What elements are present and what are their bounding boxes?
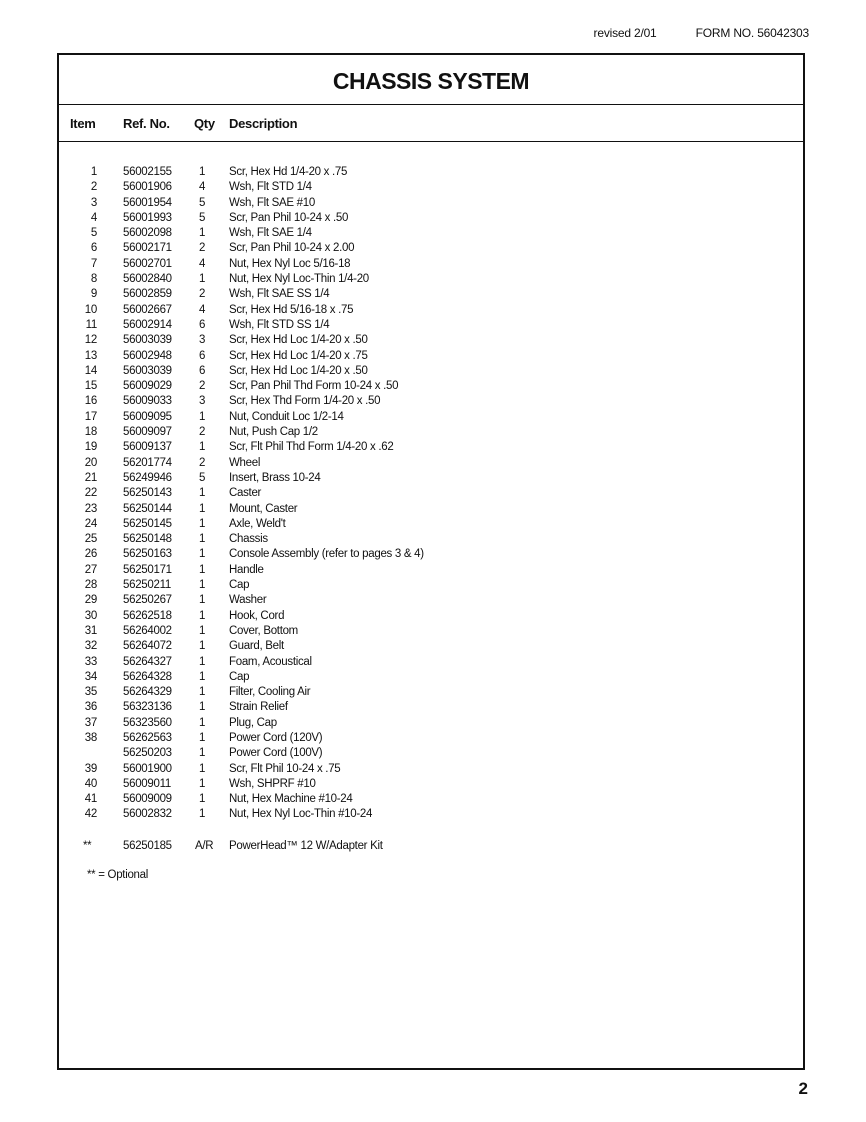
part-qty: 2: [198, 242, 206, 255]
table-row: [59, 349, 803, 364]
part-item: 10: [84, 303, 97, 316]
part-ref-no: 56009095: [123, 410, 172, 423]
part-description: Guard, Belt: [229, 640, 284, 653]
page-top-line: [594, 26, 809, 40]
part-ref-no: 56323560: [123, 716, 172, 729]
part-description: Wsh, Flt STD SS 1/4: [229, 318, 330, 331]
kit-item: **: [83, 839, 92, 852]
part-description: Caster: [229, 487, 262, 500]
table-row: [59, 532, 803, 547]
part-description: Scr, Hex Hd Loc 1/4-20 x .50: [229, 334, 368, 347]
part-ref-no: 56250144: [123, 502, 172, 515]
table-row: [59, 364, 803, 379]
parts-list-frame: [57, 53, 805, 1070]
part-description: Nut, Hex Nyl Loc 5/16-18: [229, 257, 351, 270]
table-row: [59, 241, 803, 256]
part-description: Scr, Pan Phil 10-24 x 2.00: [229, 242, 355, 255]
part-qty: 1: [198, 273, 206, 286]
table-row: [59, 272, 803, 287]
part-item: 19: [84, 441, 97, 454]
part-ref-no: 56002948: [123, 349, 172, 362]
part-ref-no: 56264329: [123, 686, 172, 699]
part-qty: 1: [198, 533, 206, 546]
form-number: FORM NO. 56042303: [695, 26, 809, 40]
part-ref-no: 56002667: [123, 303, 172, 316]
part-qty: 1: [198, 624, 206, 637]
part-item: 12: [84, 334, 97, 347]
part-qty: 1: [198, 701, 206, 714]
table-row: [59, 762, 803, 777]
part-item: 17: [84, 410, 97, 423]
table-row: [59, 257, 803, 272]
table-row: [59, 502, 803, 517]
part-ref-no: 56009033: [123, 395, 172, 408]
table-row: [59, 655, 803, 670]
part-item: 16: [84, 395, 97, 408]
part-qty: 1: [198, 655, 206, 668]
table-row: [59, 333, 803, 348]
table-row: [59, 394, 803, 409]
part-item: 40: [84, 777, 97, 790]
part-description: Plug, Cap: [229, 716, 277, 729]
part-ref-no: 56250145: [123, 517, 172, 530]
part-qty: 1: [198, 548, 206, 561]
part-ref-no: 56002914: [123, 318, 172, 331]
part-description: Power Cord (120V): [229, 731, 323, 744]
kit-ref: 56250185: [123, 839, 172, 852]
part-item: 33: [84, 655, 97, 668]
part-qty: 1: [198, 686, 206, 699]
part-ref-no: 56250163: [123, 548, 172, 561]
part-ref-no: 56264072: [123, 640, 172, 653]
part-description: Scr, Hex Thd Form 1/4-20 x .50: [229, 395, 381, 408]
part-item: 25: [84, 533, 97, 546]
part-ref-no: 56002840: [123, 273, 172, 286]
part-qty: 5: [198, 196, 206, 209]
part-description: Filter, Cooling Air: [229, 686, 311, 699]
part-item: 13: [84, 349, 97, 362]
table-row: [59, 471, 803, 486]
table-row: [59, 807, 803, 822]
part-item: 14: [84, 364, 97, 377]
part-qty: 1: [198, 808, 206, 821]
part-item: 38: [84, 731, 97, 744]
kit-description: PowerHead™ 12 W/Adapter Kit: [229, 839, 383, 852]
part-description: Wsh, Flt SAE 1/4: [229, 227, 312, 240]
part-ref-no: 56009009: [123, 793, 172, 806]
part-ref-no: 56250203: [123, 747, 172, 760]
table-row: [59, 410, 803, 425]
part-item: 18: [84, 426, 97, 439]
kit-row: [59, 839, 803, 854]
part-description: Nut, Push Cap 1/2: [229, 426, 318, 439]
header-ref-no: Ref. No.: [123, 116, 170, 131]
part-item: 28: [84, 579, 97, 592]
table-row: [59, 456, 803, 471]
part-description: Washer: [229, 594, 267, 607]
part-ref-no: 56001900: [123, 762, 172, 775]
table-row: [59, 318, 803, 333]
header-description: Description: [229, 116, 298, 131]
part-qty: 1: [198, 563, 206, 576]
part-ref-no: 56002155: [123, 166, 172, 178]
part-ref-no: 56002171: [123, 242, 172, 255]
part-item: 27: [84, 563, 97, 576]
part-ref-no: 56002832: [123, 808, 172, 821]
part-qty: 4: [198, 181, 206, 194]
header-qty: Qty: [194, 116, 215, 131]
page-number: 2: [798, 1079, 808, 1098]
table-row: [59, 517, 803, 532]
table-row: [59, 670, 803, 685]
part-ref-no: 56249946: [123, 471, 172, 484]
part-item: 30: [84, 609, 97, 622]
part-description: Scr, Hex Hd Loc 1/4-20 x .75: [229, 349, 368, 362]
part-qty: 4: [198, 257, 206, 270]
part-item: 22: [84, 487, 97, 500]
part-item: 29: [84, 594, 97, 607]
table-row: [59, 287, 803, 302]
table-row: [59, 685, 803, 700]
part-description: Strain Relief: [229, 701, 288, 714]
part-item: 8: [90, 273, 97, 286]
part-item: 37: [84, 716, 97, 729]
table-row: [59, 165, 803, 180]
part-ref-no: 56264327: [123, 655, 172, 668]
part-item: 42: [84, 808, 97, 821]
part-ref-no: 56262563: [123, 731, 172, 744]
part-ref-no: 56250171: [123, 563, 172, 576]
part-item: 41: [84, 793, 97, 806]
part-qty: 1: [198, 227, 206, 240]
header-item: Item: [70, 116, 96, 131]
part-qty: 1: [198, 594, 206, 607]
part-description: Nut, Hex Machine #10-24: [229, 793, 353, 806]
part-qty: 5: [198, 471, 206, 484]
part-qty: 5: [198, 211, 206, 224]
part-item: 24: [84, 517, 97, 530]
part-ref-no: 56002098: [123, 227, 172, 240]
part-item: 35: [84, 686, 97, 699]
table-row: [59, 716, 803, 731]
part-qty: 1: [198, 502, 206, 515]
part-item: 21: [84, 471, 97, 484]
table-row: [59, 211, 803, 226]
part-item: 26: [84, 548, 97, 561]
part-qty: 1: [198, 762, 206, 775]
table-row: [59, 624, 803, 639]
part-qty: 1: [198, 777, 206, 790]
part-qty: 3: [198, 334, 206, 347]
table-row: [59, 180, 803, 195]
part-item: 20: [84, 456, 97, 469]
part-item: 4: [90, 211, 97, 224]
part-description: Wheel: [229, 456, 261, 469]
part-description: Scr, Hex Hd 1/4-20 x .75: [229, 166, 348, 178]
part-item: 9: [90, 288, 97, 301]
kit-qty: A/R: [195, 839, 214, 852]
part-description: Insert, Brass 10-24: [229, 471, 321, 484]
table-row: [59, 609, 803, 624]
table-row: [59, 486, 803, 501]
table-row: [59, 196, 803, 211]
part-ref-no: 56009029: [123, 380, 172, 393]
part-item: 7: [90, 257, 97, 270]
part-ref-no: 56001993: [123, 211, 172, 224]
part-qty: 6: [198, 349, 206, 362]
part-qty: 1: [198, 579, 206, 592]
part-ref-no: 56250211: [123, 579, 171, 592]
part-qty: 1: [198, 166, 206, 178]
table-row: [59, 700, 803, 715]
part-description: Cap: [229, 579, 250, 592]
table-row: [59, 777, 803, 792]
part-description: Cap: [229, 670, 250, 683]
table-row: [59, 639, 803, 654]
part-item: 2: [90, 181, 97, 194]
part-qty: 1: [198, 731, 206, 744]
part-qty: 4: [198, 303, 206, 316]
part-ref-no: 56003039: [123, 364, 172, 377]
part-item: 31: [84, 624, 97, 637]
part-item: 6: [90, 242, 97, 255]
part-qty: 1: [198, 517, 206, 530]
revision-date: revised 2/01: [593, 26, 657, 40]
part-ref-no: 56250148: [123, 533, 172, 546]
table-row: [59, 578, 803, 593]
part-description: Scr, Pan Phil Thd Form 10-24 x .50: [229, 380, 399, 393]
part-item: 11: [85, 318, 97, 331]
part-description: Scr, Pan Phil 10-24 x .50: [229, 211, 349, 224]
table-row: [59, 379, 803, 394]
part-ref-no: 56262518: [123, 609, 172, 622]
part-description: Chassis: [229, 533, 268, 546]
part-qty: 2: [198, 456, 206, 469]
table-row: [59, 303, 803, 318]
part-qty: 1: [198, 793, 206, 806]
part-description: Foam, Acoustical: [229, 655, 312, 668]
page-title: CHASSIS SYSTEM: [59, 55, 803, 105]
part-ref-no: 56323136: [123, 701, 172, 714]
part-description: Wsh, SHPRF #10: [229, 777, 316, 790]
part-qty: 1: [198, 716, 206, 729]
part-description: Hook, Cord: [229, 609, 285, 622]
part-qty: 2: [198, 288, 206, 301]
part-qty: 1: [198, 640, 206, 653]
part-ref-no: 56201774: [123, 456, 172, 469]
part-ref-no: 56001954: [123, 196, 172, 209]
part-qty: 1: [198, 609, 206, 622]
part-item: 34: [84, 670, 97, 683]
table-header: [59, 105, 803, 142]
part-qty: 1: [198, 747, 206, 760]
part-description: Power Cord (100V): [229, 747, 323, 760]
table-row: [59, 226, 803, 241]
part-ref-no: 56009011: [123, 777, 171, 790]
part-ref-no: 56264328: [123, 670, 172, 683]
part-description: Handle: [229, 563, 264, 576]
table-row: [59, 563, 803, 578]
part-qty: 1: [198, 487, 206, 500]
table-row: [59, 746, 803, 761]
part-item: 5: [90, 227, 97, 240]
part-ref-no: 56264002: [123, 624, 172, 637]
part-item: 3: [90, 196, 97, 209]
table-row: [59, 792, 803, 807]
part-qty: 6: [198, 364, 206, 377]
part-qty: 2: [198, 380, 206, 393]
table-row: [59, 593, 803, 608]
part-description: Scr, Hex Hd 5/16-18 x .75: [229, 303, 354, 316]
part-description: Console Assembly (refer to pages 3 & 4): [229, 548, 424, 561]
part-description: Cover, Bottom: [229, 624, 298, 637]
part-description: Scr, Hex Hd Loc 1/4-20 x .50: [229, 364, 368, 377]
part-description: Scr, Flt Phil Thd Form 1/4-20 x .62: [229, 441, 394, 454]
part-item: 32: [84, 640, 97, 653]
part-ref-no: 56001906: [123, 181, 172, 194]
part-ref-no: 56250267: [123, 594, 172, 607]
part-item: 1: [90, 166, 97, 178]
part-item: 23: [84, 502, 97, 515]
table-row: [59, 547, 803, 562]
part-description: Nut, Conduit Loc 1/2-14: [229, 410, 344, 423]
part-item: 15: [84, 380, 97, 393]
part-description: Mount, Caster: [229, 502, 298, 515]
part-description: Wsh, Flt STD 1/4: [229, 181, 312, 194]
part-qty: 1: [198, 441, 206, 454]
table-row: [59, 731, 803, 746]
table-row: [59, 425, 803, 440]
part-description: Axle, Weld't: [229, 517, 286, 530]
part-qty: 1: [198, 670, 206, 683]
parts-table-body: [59, 142, 803, 823]
part-ref-no: 56009097: [123, 426, 172, 439]
part-qty: 6: [198, 318, 206, 331]
part-qty: 1: [198, 410, 206, 423]
part-ref-no: 56250143: [123, 487, 172, 500]
part-item: 39: [84, 762, 97, 775]
footnote: ** = Optional: [87, 869, 148, 882]
part-ref-no: 56009137: [123, 441, 172, 454]
part-description: Nut, Hex Nyl Loc-Thin #10-24: [229, 808, 373, 821]
part-ref-no: 56002701: [123, 257, 172, 270]
part-description: Wsh, Flt SAE SS 1/4: [229, 288, 330, 301]
part-description: Nut, Hex Nyl Loc-Thin 1/4-20: [229, 273, 369, 286]
part-description: Scr, Flt Phil 10-24 x .75: [229, 762, 341, 775]
part-ref-no: 56003039: [123, 334, 172, 347]
part-description: Wsh, Flt SAE #10: [229, 196, 315, 209]
table-row: [59, 440, 803, 455]
part-item: 36: [84, 701, 97, 714]
part-qty: 2: [198, 426, 206, 439]
part-ref-no: 56002859: [123, 288, 172, 301]
part-qty: 3: [198, 395, 206, 408]
